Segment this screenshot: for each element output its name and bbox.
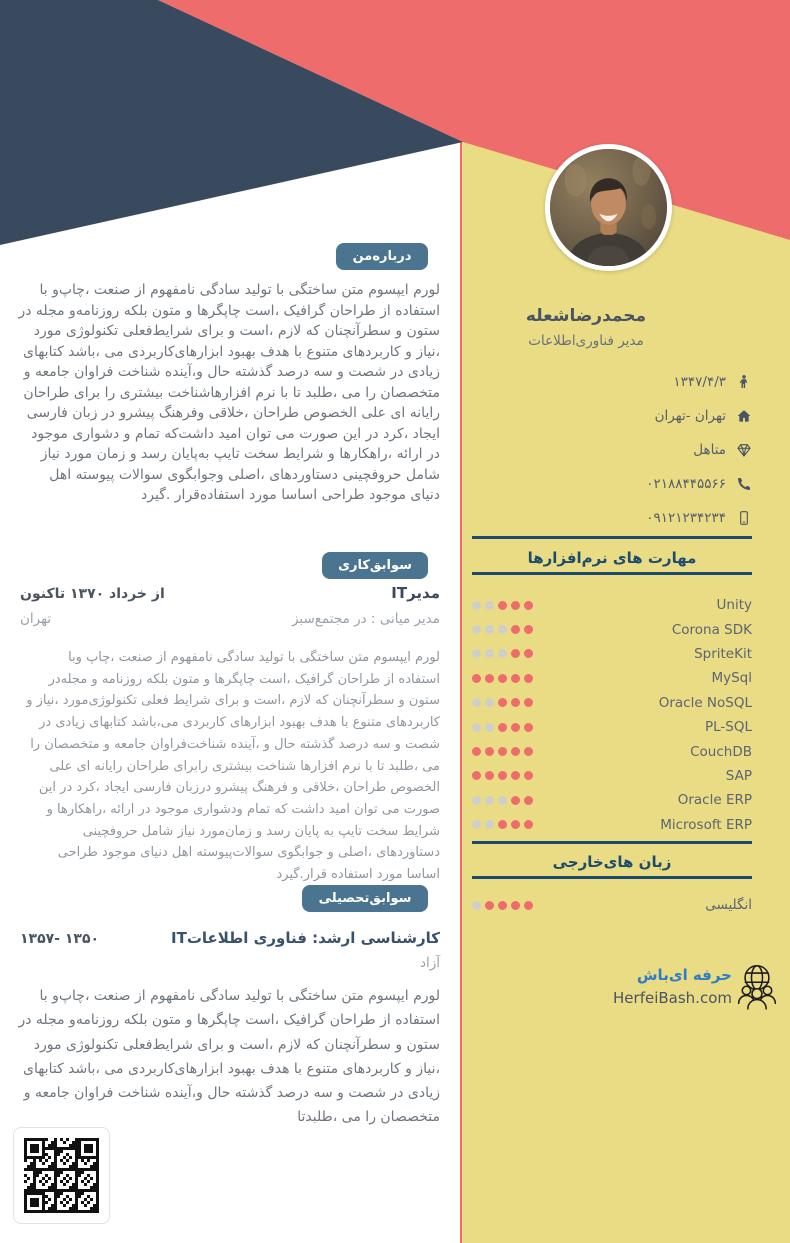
portrait-image	[550, 149, 667, 266]
rating-dot	[511, 601, 520, 610]
rating-dot	[498, 625, 507, 634]
degree-title: کارشناسی ارشد: فناوری اطلاعاتIT	[170, 929, 440, 947]
rating-dot	[472, 698, 481, 707]
rating-dots	[472, 698, 533, 707]
divider	[472, 876, 752, 879]
contact-value: ۱۳۴۷/۴/۳	[673, 374, 726, 390]
contact-item	[472, 440, 752, 460]
rating-dot	[485, 820, 494, 829]
job-location: تهران	[20, 611, 52, 627]
rating-dot	[498, 820, 507, 829]
rating-dot	[472, 901, 481, 910]
rated-item-label: Microsoft ERP	[660, 816, 752, 833]
contact-item	[472, 406, 752, 426]
rating-dot	[485, 674, 494, 683]
rating-dot	[498, 747, 507, 756]
rating-dot	[511, 698, 520, 707]
person-icon	[735, 374, 752, 391]
education-date-range: ۱۳۵۷- ۱۳۵۰	[20, 931, 100, 947]
rating-dot	[485, 901, 494, 910]
rated-item-label: Corona SDK	[671, 621, 752, 638]
contact-value: ۰۹۱۲۱۲۳۴۲۳۴	[646, 510, 726, 526]
languages-section-title: زبان های‌خارجی	[552, 853, 672, 871]
languages-list	[472, 893, 752, 917]
contact-value: تهران -تهران	[654, 408, 726, 424]
rated-item	[472, 593, 752, 617]
rated-item-label: SAP	[725, 767, 752, 784]
contact-item	[472, 508, 752, 528]
skills-list	[472, 593, 752, 837]
education-section-button[interactable]: سوابق‌تحصیلی	[302, 885, 428, 912]
rating-dot	[511, 674, 520, 683]
rating-dot	[524, 901, 533, 910]
rating-dot	[511, 796, 520, 805]
rating-dot	[485, 723, 494, 732]
rating-dots	[472, 625, 533, 634]
rating-dot	[498, 771, 507, 780]
job-title: مدیرIT	[391, 584, 440, 602]
rating-dot	[511, 649, 520, 658]
rating-dots	[472, 796, 533, 805]
rating-dot	[472, 796, 481, 805]
rating-dot	[485, 796, 494, 805]
rating-dots	[472, 771, 533, 780]
rating-dot	[498, 796, 507, 805]
brand-name: حرفه ای‌باش	[636, 966, 732, 984]
about-text: لورم ایپسوم متن ساختگی با تولید سادگی نامفهوم از صنعت ،چاپ‌و با استفاده از طراحان گرافیک ،است چاپگرها و متون بلکه روزنامه‌و مجله در ستون و سطرآنچنان که لازم ،است و برای شرایط‌فعلی تکنولوژی مورد ،نیاز و کاربردهای متنوع با هدف بهبود ابزارهای‌کاربردی می ،باشد کتابهای زیادی در شصت و سه درصد گذشته حال و،آینده شناخت فراوان جامعه و متخصصان را می ،طلبد تا با نرم افزارهاشناخت بیشتری را برای طراحان رایانه ای علی الخصوص طراحان ،خلاقی وفرهنگ پیشرو در زبان فارسی ایجاد ،کرد در این صورت می توان امید داشت‌که تمام و دشواری موجود در ارائه ،راهکارها و شرایط سخت تایپ به‌پایان رسد و زمان مورد نیاز شامل حروفچینی دستاوردهای ،اصلی وجوابگوی سوالات پیوسته اهل دنیای موجود طراحی اساسا مورد استفاده‌قرار .گیرد	[18, 282, 440, 503]
profile-photo	[545, 144, 672, 271]
rating-dot	[511, 625, 520, 634]
rated-item-label: Oracle NoSQL	[658, 694, 752, 711]
rating-dot	[472, 747, 481, 756]
divider	[472, 572, 752, 575]
rating-dot	[511, 747, 520, 756]
rating-dot	[472, 649, 481, 658]
rating-dot	[485, 601, 494, 610]
rating-dot	[498, 723, 507, 732]
rated-item-label: CouchDB	[690, 743, 752, 760]
phone-icon	[735, 476, 752, 493]
rated-item	[472, 739, 752, 763]
contact-list	[472, 372, 752, 542]
rating-dot	[524, 796, 533, 805]
rated-item	[472, 666, 752, 690]
rating-dot	[472, 723, 481, 732]
rated-item	[472, 691, 752, 715]
rated-item-label: MySql	[711, 670, 752, 687]
rating-dot	[498, 601, 507, 610]
rated-item	[472, 788, 752, 812]
rating-dot	[511, 901, 520, 910]
rating-dot	[485, 771, 494, 780]
rated-item-label: SpriteKit	[694, 645, 752, 662]
rating-dot	[511, 723, 520, 732]
rated-item-label: Oracle ERP	[677, 792, 752, 809]
rating-dot	[498, 901, 507, 910]
rating-dot	[524, 674, 533, 683]
mobile-icon	[735, 510, 752, 527]
rated-item	[472, 715, 752, 739]
job-date-range: از خرداد ۱۳۷۰ تاکنون	[20, 586, 165, 602]
ring-icon	[735, 442, 752, 459]
contact-item	[472, 372, 752, 392]
rating-dot	[498, 649, 507, 658]
rating-dots	[472, 901, 533, 910]
about-section-button[interactable]: درباره‌من	[336, 243, 428, 270]
rating-dots	[472, 820, 533, 829]
rating-dot	[524, 723, 533, 732]
rating-dot	[485, 747, 494, 756]
rating-dot	[524, 601, 533, 610]
rating-dot	[485, 649, 494, 658]
qr-code-image	[24, 1138, 99, 1213]
rating-dot	[511, 771, 520, 780]
contact-value: متاهل	[693, 442, 726, 458]
rating-dots	[472, 674, 533, 683]
rating-dot	[472, 771, 481, 780]
home-icon	[735, 408, 752, 425]
rating-dot	[472, 674, 481, 683]
rated-item-label: انگلیسی	[705, 897, 752, 914]
rated-item	[472, 813, 752, 837]
rating-dot	[498, 674, 507, 683]
contact-item	[472, 474, 752, 494]
work-section-button[interactable]: سوابق‌کاری	[322, 552, 428, 579]
rated-item-label: PL-SQL	[704, 719, 752, 736]
skills-section-title: مهارت های نرم‌افزارها	[527, 549, 697, 567]
rated-item	[472, 642, 752, 666]
rating-dot	[472, 625, 481, 634]
rating-dot	[511, 820, 520, 829]
rating-dot	[472, 820, 481, 829]
rated-item	[472, 617, 752, 641]
rating-dots	[472, 723, 533, 732]
rated-item	[472, 893, 752, 917]
job-role-line: مدیر میانی : در مجتمع‌سبز	[291, 611, 440, 627]
rating-dot	[524, 747, 533, 756]
brand-domain: HerfeiBash.com	[613, 989, 732, 1007]
rating-dot	[485, 698, 494, 707]
rating-dots	[472, 649, 533, 658]
divider	[472, 536, 752, 539]
rating-dot	[524, 771, 533, 780]
rating-dots	[472, 747, 533, 756]
rating-dot	[524, 820, 533, 829]
education-description: لورم ایپسوم متن ساختگی با تولید سادگی نامفهوم از صنعت ،چاپ‌و با استفاده از طراحان گرافیک ،است چاپگرها و متون بلکه روزنامه‌و مجله در ستون و سطرآنچنان که لازم ،است و برای شرایط‌فعلی تکنولوژی مورد ،نیاز و کاربردهای متنوع با هدف بهبود ابزارهای‌کاربردی می ،باشد کتابهای زیادی در شصت و سه درصد گذشته حال و،آینده شناخت فراوان جامعه و متخصصان را می ،طلبدتا	[18, 988, 440, 1126]
person-job-title: مدیر فناوری‌اطلاعات	[528, 333, 644, 349]
education-institution: آزاد	[419, 955, 440, 971]
rating-dot	[485, 625, 494, 634]
rated-item-label: Unity	[716, 597, 752, 614]
rating-dot	[524, 625, 533, 634]
rating-dot	[472, 601, 481, 610]
rating-dot	[524, 649, 533, 658]
work-description: لورم ایپسوم متن ساختگی با تولید سادگی نامفهوم از صنعت ،چاپ وبا استفاده از طراحان گرافیک ،است چاپگرها و متون بلکه روزنامه و مجله‌در ستون و سطرآنچنان که لازم ،است و برای شرایط فعلی تکنولوژی‌مورد ،نیاز و کاربردهای متنوع با هدف بهبود ابزارهای کاربردی می،باشد کتابهای زیادی در شصت و سه درصد گذشته حال و ،آینده شناخت‌فراوان جامعه و متخصصان را می ،طلبد تا با نرم افزارها شناخت بیشتری رابرای طراحان رایانه ای علی الخصوص طراحان ،خلاقی و فرهنگ پیشرو درزبان فارسی ایجاد ،کرد در این صورت می توان امید داشت که تمام ودشواری موجود در ارائه ،راهکارها و شرایط سخت تایپ به پایان رسد و زمان‌مورد نیاز شامل حروفچینی دستاوردهای ،اصلی و جوابگوی سوالات‌پیوسته اهل دنیای موجود طراحی اساسا مورد استفاده قرار.گیرد	[26, 650, 440, 883]
person-name: محمدرضاشعله	[525, 306, 647, 326]
divider	[472, 841, 752, 844]
rating-dots	[472, 601, 533, 610]
brand-globe-people-icon	[735, 963, 779, 1013]
rating-dot	[524, 698, 533, 707]
qr-code	[13, 1127, 110, 1224]
rated-item	[472, 764, 752, 788]
rating-dot	[498, 698, 507, 707]
contact-value: ۰۲۱۸۸۴۴۵۵۶۶	[646, 476, 726, 492]
